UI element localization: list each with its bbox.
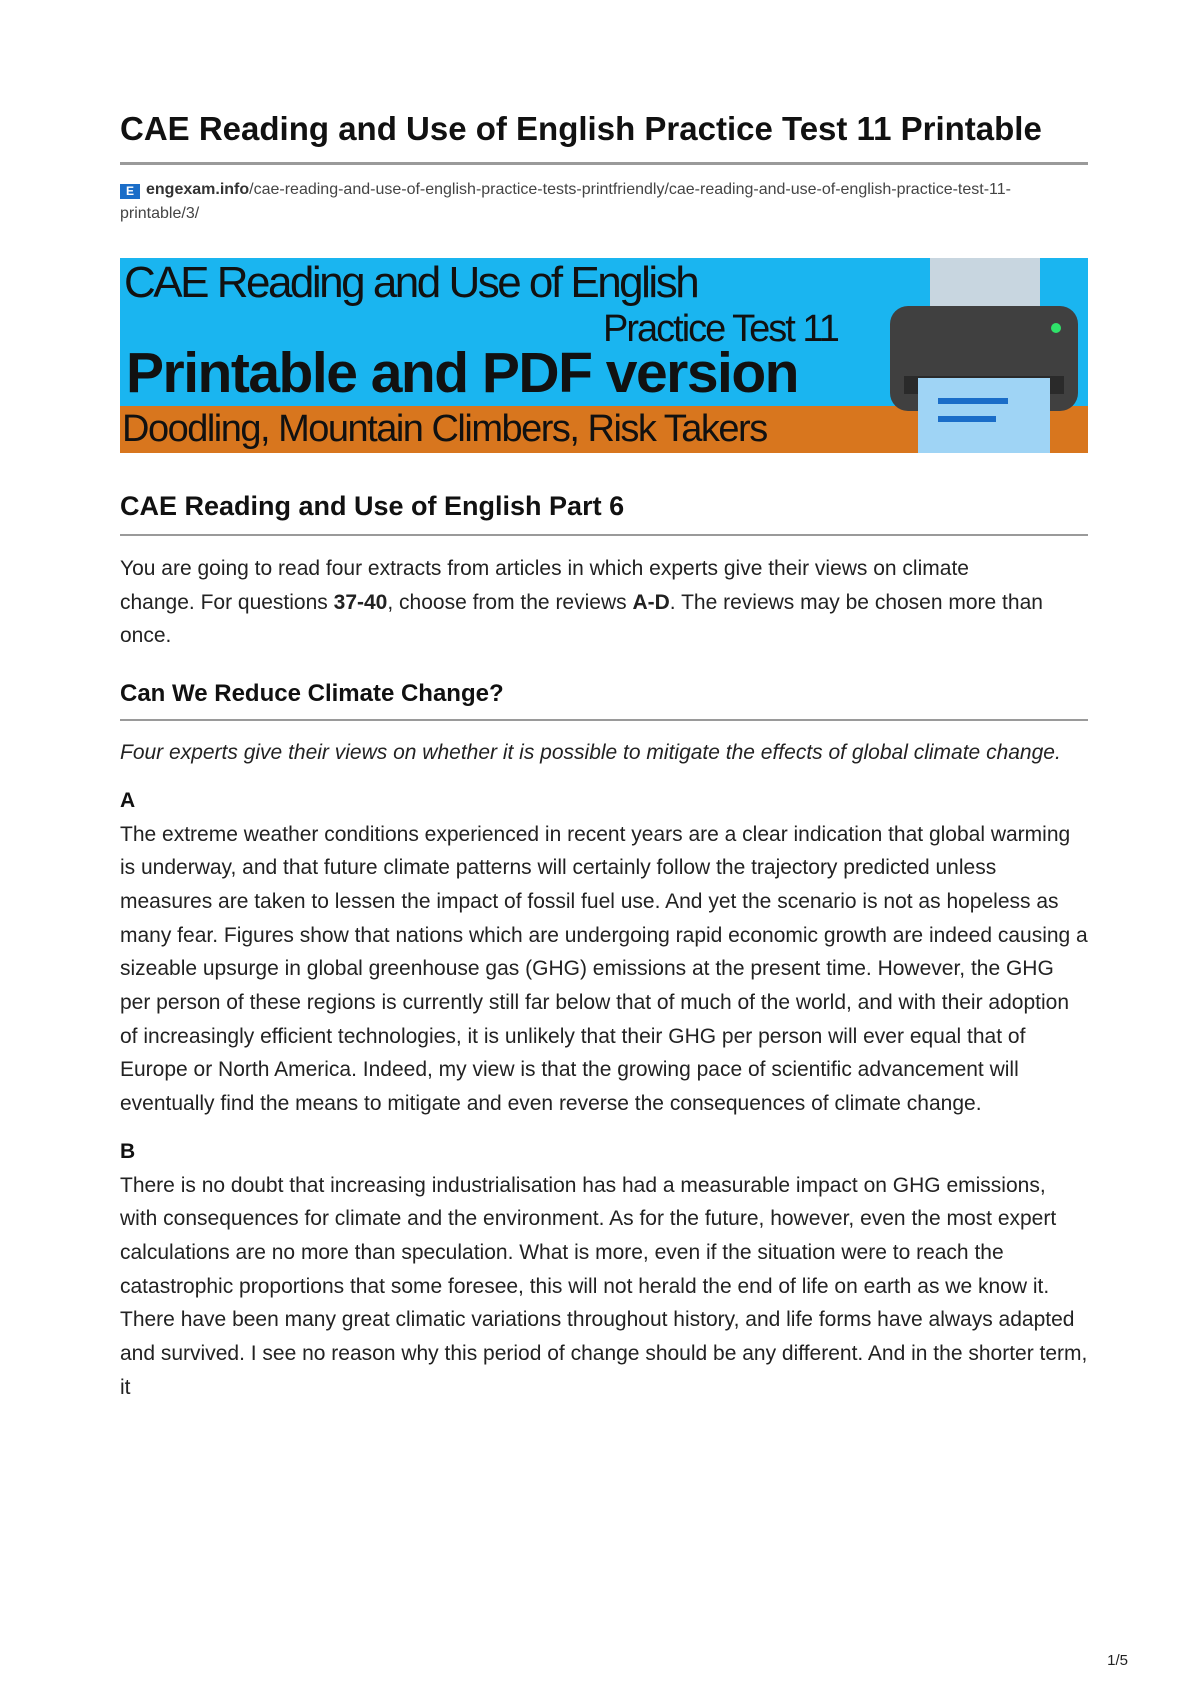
banner-line3: Printable and PDF version <box>126 341 798 405</box>
extract-letter-b: B <box>120 1139 136 1163</box>
extract-letter-a: A <box>120 788 136 812</box>
section-heading: CAE Reading and Use of English Part 6 <box>120 489 1088 536</box>
review-range: A-D <box>632 590 670 614</box>
intro-paragraph-2 <box>120 586 1088 653</box>
question-range: 37-40 <box>333 590 388 614</box>
source-domain[interactable]: engexam.info <box>146 181 250 198</box>
article-subtitle: Four experts give their views on whether it is possible to mitigate the effects of global climate change. <box>120 741 1061 765</box>
document-title: CAE Reading and Use of English Practice Test 11 Printable <box>120 108 1088 165</box>
banner-line1: CAE Reading and Use of English <box>124 258 698 307</box>
page-number: 1/5 <box>1107 1652 1128 1669</box>
article-heading: Can We Reduce Climate Change? <box>120 679 1088 721</box>
banner-line4: Doodling, Mountain Climbers, Risk Takers <box>122 408 767 450</box>
intro-text: . The reviews may be chosen more than once. <box>120 590 1043 648</box>
extract-text-b: There is no doubt that increasing industrialisation has had a measurable impact on GHG emissions, with consequences for climate and the environment. As for the future, however, even the most expert calculations are no more than speculation. What is more, even if the situation were to reach the catastrophic proportions that some foresee, this will not herald the end of life on earth as we know it. There have been many great climatic variations throughout history, and life forms have always adapted and survived. I see no reason why this period of change should be any different. And in the shorter term, it <box>120 1173 1088 1399</box>
intro-text: , choose from the reviews <box>387 590 633 614</box>
printer-icon <box>880 258 1088 453</box>
source-url[interactable] <box>120 178 1088 226</box>
banner-image <box>120 258 1088 453</box>
extract-text-a: The extreme weather conditions experienced in recent years are a clear indication that global warming is underway, and that future climate patterns will certainly follow the trajectory predicted unless measures are taken to lessen the impact of fossil fuel use. And yet the scenario is not as hopeless as many fear. Figures show that nations which are undergoing rapid economic growth are indeed causing a sizeable upsurge in global greenhouse gas (GHG) emissions at the present time. However, the GHG per person of these regions is currently still far below that of much of the world, and with their adoption of increasingly efficient technologies, it is unlikely that their GHG per person will ever equal that of Europe or North America. Indeed, my view is that the growing pace of scientific advancement will eventually find the means to mitigate and even reverse the consequences of climate change. <box>120 822 1088 1116</box>
banner-line2: Practice Test 11 <box>603 308 838 350</box>
intro-text: change. For questions <box>120 590 334 614</box>
intro-paragraph-1: You are going to read four extracts from articles in which experts give their views on climate <box>120 557 969 580</box>
source-path[interactable]: /cae-reading-and-use-of-english-practice-tests-printfriendly/cae-reading-and-use-of-english-practice-test-11-printable/3/ <box>120 181 1011 222</box>
document-page <box>120 108 1088 1404</box>
site-favicon-icon: E <box>120 184 140 199</box>
